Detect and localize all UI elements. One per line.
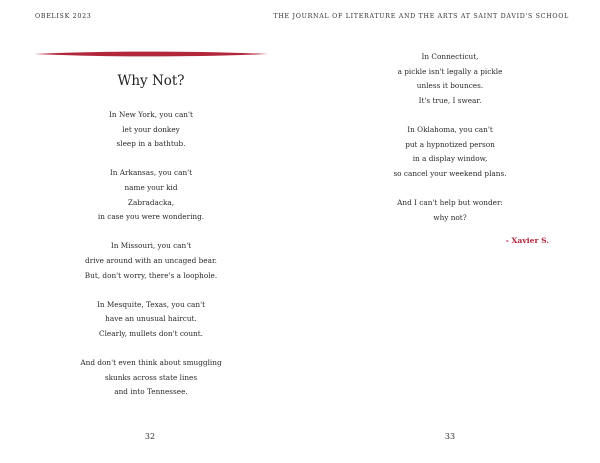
page-number-left: 32: [144, 432, 156, 441]
poem-line: drive around with an uncaged bear.: [85, 256, 217, 265]
poem-line: And I can't help but wonder:: [397, 198, 503, 207]
poem-line: let your donkey: [122, 124, 180, 134]
stanza: [34, 166, 268, 225]
poem-line: put a hypnotized person: [405, 139, 495, 149]
page-number-right: 33: [444, 432, 456, 441]
stanza: [34, 239, 268, 283]
poem-line: unless it bounces.: [416, 81, 484, 91]
poem-line: have an unusual haircut.: [105, 314, 197, 324]
poem-line: name your kid: [124, 183, 178, 192]
poem-line: and into Tennessee.: [114, 387, 188, 397]
poem-line: sleep in a bathtub.: [116, 139, 186, 149]
poem-body-right: [345, 50, 555, 240]
poem-line: It's true, I swear.: [418, 96, 482, 106]
right-page: [273, 0, 600, 463]
poem-line: In Oklahoma, you can't: [407, 125, 493, 134]
stanza: [34, 108, 268, 152]
poem-line: Clearly, mullets don't count.: [99, 329, 203, 338]
stanza: [345, 196, 555, 225]
poem-line: In New York, you can't: [109, 110, 193, 119]
poem-line: in a display window,: [412, 154, 488, 164]
poem-line: in case you were wondering.: [97, 212, 205, 222]
poem-line: In Arkansas, you can't: [109, 168, 193, 178]
poem-line: so cancel your weekend plans.: [393, 169, 507, 179]
stanza: [34, 356, 268, 400]
running-head-right: THE JOURNAL OF LITERATURE AND THE ARTS AT SAINT DAVID'S SCHOOL: [273, 13, 569, 20]
poem-line: In Mesquite, Texas, you can't: [96, 299, 206, 309]
poem-line: skunks across state lines: [104, 372, 198, 382]
poem-line: And don't even think about smuggling: [80, 357, 222, 367]
running-head-left: OBELISK 2023: [35, 13, 92, 20]
stanza: [345, 50, 555, 109]
decorative-accent-rule: [34, 51, 268, 57]
brush-stroke-icon: [34, 51, 268, 57]
poem-line: But, don't worry, there's a loophole.: [84, 270, 218, 280]
poem-line: a pickle isn't legally a pickle: [397, 66, 503, 76]
poem-body-left: [34, 108, 268, 414]
poem-line: Zabradacka,: [127, 197, 175, 207]
stanza: [345, 123, 555, 182]
poem-line: why not?: [433, 212, 467, 222]
poem-line: In Connecticut,: [421, 52, 479, 61]
author-credit: - Xavier S.: [505, 236, 549, 245]
poem-title: Why Not?: [117, 73, 185, 89]
stanza: [34, 298, 268, 342]
poem-line: In Missouri, you can't: [110, 241, 192, 251]
